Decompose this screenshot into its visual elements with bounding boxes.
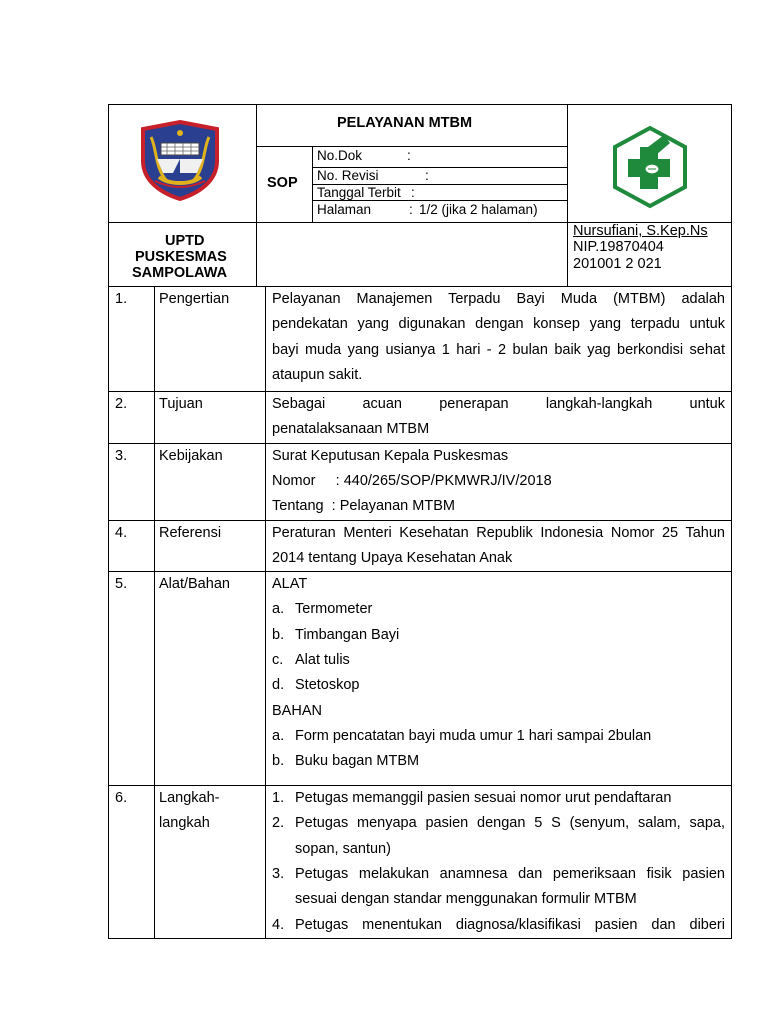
field-halaman: Halaman : 1/2 (jika 2 halaman): [312, 200, 568, 223]
org-line-3: SAMPOLAWA: [132, 265, 228, 281]
sop-label: SOP: [267, 175, 298, 191]
signer-nip: NIP.19870404: [573, 239, 664, 255]
table-row: 4. Referensi Peraturan Menteri Kesehatan Republik Indonesia Nomor 25 Tahun 2014 tentang Upaya Kesehatan Anak: [109, 520, 732, 572]
signer-name: Nursufiani, S.Kep.Ns: [573, 223, 708, 239]
puskesmas-logo-icon: [612, 125, 688, 209]
field-no-dok: No.Dok :: [312, 146, 568, 168]
list-item: 2. Petugas menyapa pasien dengan 5 S (senyum, salam, sapa, sopan, santun): [272, 815, 725, 857]
referensi-line-1: Peraturan Menteri Kesehatan Republik Indonesia Nomor 25 Tahun: [272, 524, 725, 541]
list-item: a. Form pencatatan bayi muda umur 1 hari sampai 2bulan: [272, 727, 652, 744]
sop-title: PELAYANAN MTBM: [337, 115, 473, 131]
regency-emblem-icon: [137, 119, 223, 201]
tujuan-line-1: Sebagai acuan penerapan langkah-langkah untuk: [272, 396, 725, 412]
table-row: 3. Kebijakan Surat Keputusan Kepala Puskesmas Nomor : 440/265/SOP/PKMWRJ/IV/2018 Tentang : Pelayanan MTBM: [109, 443, 732, 520]
org-line-1: UPTD: [165, 233, 205, 249]
sop-body: [108, 286, 732, 939]
kebijakan-line-3: Tentang : Pelayanan MTBM: [272, 498, 455, 515]
alat-list: [272, 597, 725, 698]
list-item: a. Termometer: [272, 601, 373, 618]
regency-logo-cell: [108, 104, 257, 223]
pengertian-line-3: bayi muda yang usianya 1 hari - 2 bulan baik yag berkondisi sehat: [272, 341, 725, 358]
referensi-line-2: 2014 tentang Upaya Kesehatan Anak: [272, 549, 513, 566]
org-line-2: PUSKESMAS: [135, 249, 227, 265]
list-item: c. Alat tulis: [272, 652, 350, 669]
list-item: b. Buku bagan MTBM: [272, 753, 420, 770]
list-item: 3. Petugas melakukan anamnesa dan pemeriksaan fisik pasien sesuai dengan standar menggunakan formulir MTBM: [272, 866, 725, 908]
field-tanggal-terbit: Tanggal Terbit :: [312, 184, 568, 201]
list-item: 1. Petugas memanggil pasien sesuai nomor urut pendaftaran: [272, 790, 672, 807]
table-row: 6. Langkah- langkah 1. Petugas memanggil pasien sesuai nomor urut pendaftaran 2. Petugas menyapa pasien dengan 5 S (senyum, salam, sapa, sopan, santun) 3. Petugas melakukan anamnesa dan pemeriksaan fisik pasien sesuai dengan standar menggunakan formulir MTBM 4. Petugas menentukan diagnosa/klasifikasi pasien dan diberi: [109, 786, 732, 939]
tujuan-line-2: penatalaksanaan MTBM: [272, 421, 430, 438]
sop-label-cell: [256, 146, 313, 223]
puskesmas-logo-cell: [567, 104, 732, 223]
kebijakan-line-2: Nomor : 440/265/SOP/PKMWRJ/IV/2018: [272, 472, 552, 489]
table-row: 5. Alat/Bahan ALAT a. Termometer b. Timbangan Bayi c. Alat tulis d. Stetoskop BAHAN a. Form pencatatan bayi muda umur 1 hari sampai 2bulan b. Buku bagan MTBM: [109, 572, 732, 786]
signer-nip-2: 201001 2 021: [573, 256, 662, 272]
blank-middle-cell: [256, 222, 568, 287]
field-no-revisi: No. Revisi :: [312, 167, 568, 185]
langkah-list: [272, 786, 725, 938]
list-item: d. Stetoskop: [272, 677, 360, 694]
table-row: 1. Pengertian Pelayanan Manajemen Terpadu Bayi Muda (MTBM) adalah pendekatan yang digunakan dengan konsep yang terpadu untuk bayi muda yang usianya 1 hari - 2 bulan baik yag berkondisi sehat ataupun sakit.: [109, 287, 732, 392]
alat-heading: ALAT: [272, 576, 308, 593]
org-name-cell: [108, 222, 257, 287]
bahan-list: [272, 724, 725, 775]
table-row: 2. Tujuan Sebagai acuan penerapan langkah-langkah untuk penatalaksanaan MTBM: [109, 392, 732, 444]
list-item: 4. Petugas menentukan diagnosa/klasifikasi pasien dan diberi: [272, 916, 725, 933]
sop-table: [108, 286, 732, 939]
signer-cell: [567, 222, 732, 287]
kebijakan-line-1: Surat Keputusan Kepala Puskesmas: [272, 447, 509, 464]
pengertian-line-4: ataupun sakit.: [272, 366, 363, 383]
pengertian-line-1: Pelayanan Manajemen Terpadu Bayi Muda (MTBM) adalah: [272, 291, 725, 307]
sop-header: [108, 104, 732, 287]
bahan-heading: BAHAN: [272, 702, 322, 719]
list-item: b. Timbangan Bayi: [272, 626, 400, 643]
pengertian-line-2: pendekatan yang digunakan dengan konsep yang terpadu untuk: [272, 316, 725, 333]
title-cell: [256, 104, 568, 147]
